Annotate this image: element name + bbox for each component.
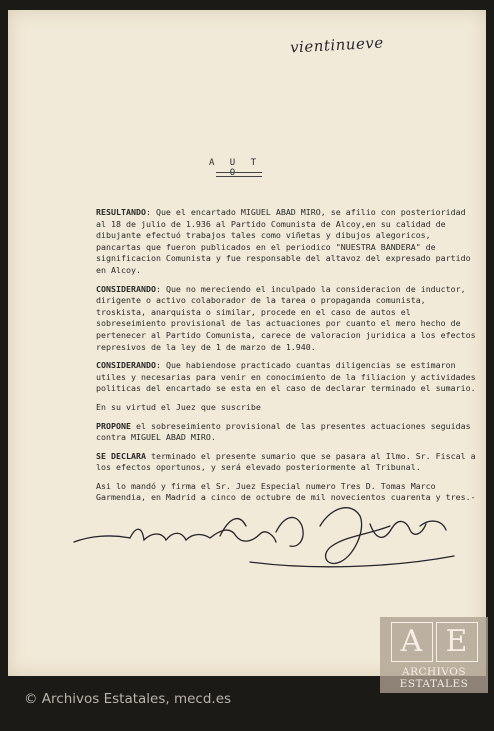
logo-line-1: ARCHIVOS xyxy=(401,666,467,678)
paragraph-se-declara: SE DECLARA terminado el presente sumario que se pasara al Ilmo. Sr. Fiscal a los efectos oportunos, y será elevado posteriormente al Tribunal. xyxy=(96,450,476,473)
paragraph-considerando-1: CONSIDERANDO: Que no mereciendo el inculpado la consideracion de inductor, dirigente o activo colaborador de la tarea o propaganda comunista, troskista, anarquista o similar, procede en el caso de autos el sobreseimiento provisional de las actuaciones por cuanto el mero hecho de pertenecer al Partido Comunista, carece de valoracion juridica a los efectos represivos de la ley de 1 de marzo de 1.940. xyxy=(96,283,476,352)
logo-line-2: ESTATALES xyxy=(399,678,469,690)
logo-monogram: A E xyxy=(380,622,488,662)
copyright-credit: © Archivos Estatales, mecd.es xyxy=(24,691,232,707)
paragraph-en-su-virtud: En su virtud el Juez que suscribe xyxy=(96,401,261,412)
document-title: A U T O xyxy=(208,158,262,178)
paragraph-firma: Asi lo mandó y firma el Sr. Juez Especial numero Tres D. Tomas Marco Garmendia, en Madrid a cinco de octubre de mil novecientos cuarenta y tres.- xyxy=(96,480,476,503)
paragraph-propone: PROPONE el sobreseimiento provisional de las presentes actuaciones seguidas contra MIGUEL ABAD MIRO. xyxy=(96,420,471,443)
handwritten-note: vientinueve xyxy=(289,33,385,57)
archivos-estatales-logo xyxy=(380,617,488,693)
paragraph-considerando-2: CONSIDERANDO: Que habiendose practicado cuantas diligencias se estimaron utiles y necesarias para venir en conocimiento de la filiacion y actividades politicas del encartado se esta en el caso de declarar terminado el sumario. xyxy=(96,360,476,394)
paragraph-resultando: RESULTANDO: Que el encartado MIGUEL ABAD MIRO, se afilio con posterioridad al 18 de julio de 1.936 al Partido Comunista de Alcoy,en su calidad de dibujante efectuó trabajos tales como viñetas y dibujos alegoricos, pancartas que fueron publicados en el periodico "NUESTRA BANDERA" de significacion Comunista y fue responsable del altavoz del expresado partido en Alcoy. xyxy=(96,207,471,275)
handwritten-signatures xyxy=(70,496,460,576)
signature-drawing xyxy=(70,496,460,576)
title-underline xyxy=(216,172,262,177)
document-body xyxy=(96,207,476,511)
